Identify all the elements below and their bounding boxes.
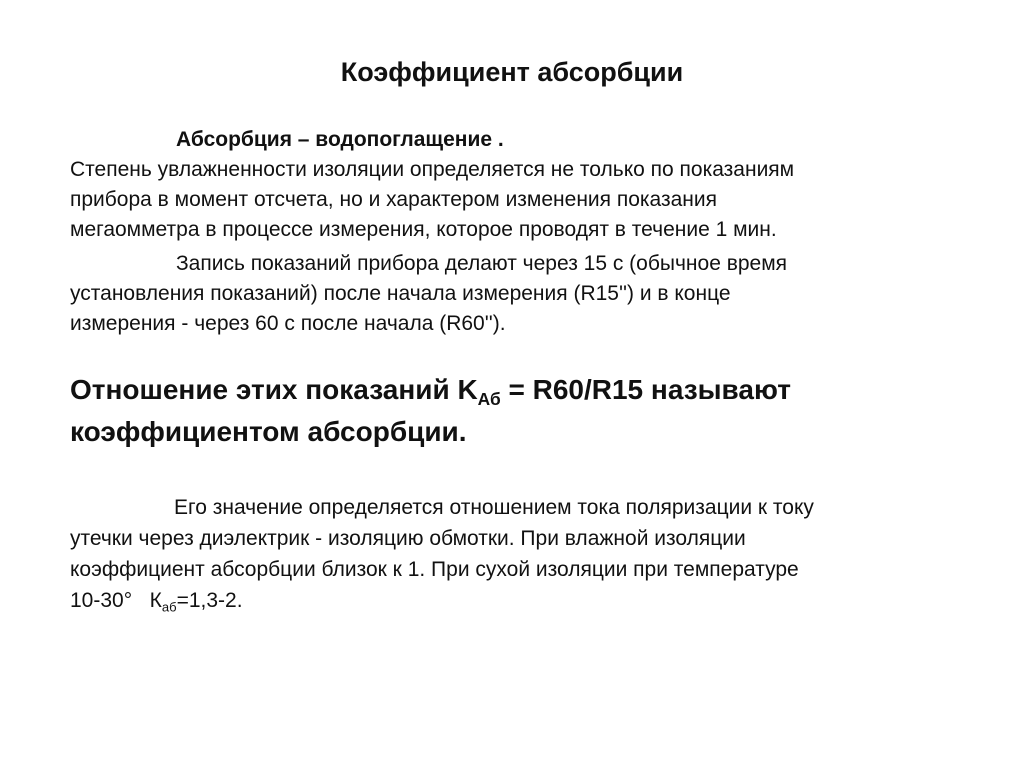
paragraph3-line1: Его значение определяется отношением тока поляризации к току — [174, 496, 814, 519]
paragraph1-line2: прибора в момент отсчета, но и характером изменения показания — [70, 188, 718, 211]
definition-text-before: Отношение этих показаний K — [70, 374, 478, 405]
paragraph2-line1: Запись показаний прибора делают через 15 с (обычное время — [176, 252, 788, 275]
last-line-subscript: аб — [161, 599, 177, 615]
slide-title: Коэффициент абсорбции — [340, 57, 684, 87]
paragraph1-line1: Степень увлажненности изоляции определяется не только по показаниям — [70, 158, 795, 181]
paragraph2-line2: установления показаний) после начала измерения (R15'') и в конце — [70, 282, 731, 305]
last-line-before: 10-30° К — [70, 589, 162, 612]
paragraph3-line4 — [70, 586, 243, 616]
last-line-after: =1,3-2. — [176, 589, 243, 612]
paragraph1-line3: мегаомметра в процессе измерения, которое проводят в течение 1 мин. — [70, 218, 777, 241]
definition-subscript: Аб — [477, 389, 501, 410]
paragraph2-line3: измерения - через 60 с после начала (R60''). — [70, 312, 506, 335]
definition-line1 — [70, 371, 791, 409]
definition-line2: коэффициентом абсорбции. — [70, 416, 467, 447]
paragraph3-line2: утечки через диэлектрик - изоляцию обмотки. При влажной изоляции — [70, 527, 746, 550]
definition-text-after: = R60/R15 называют — [500, 374, 791, 405]
subtitle-absorption: Абсорбция – водопоглащение . — [176, 128, 504, 151]
paragraph3-line3: коэффициент абсорбции близок к 1. При сухой изоляции при температуре — [70, 558, 799, 581]
